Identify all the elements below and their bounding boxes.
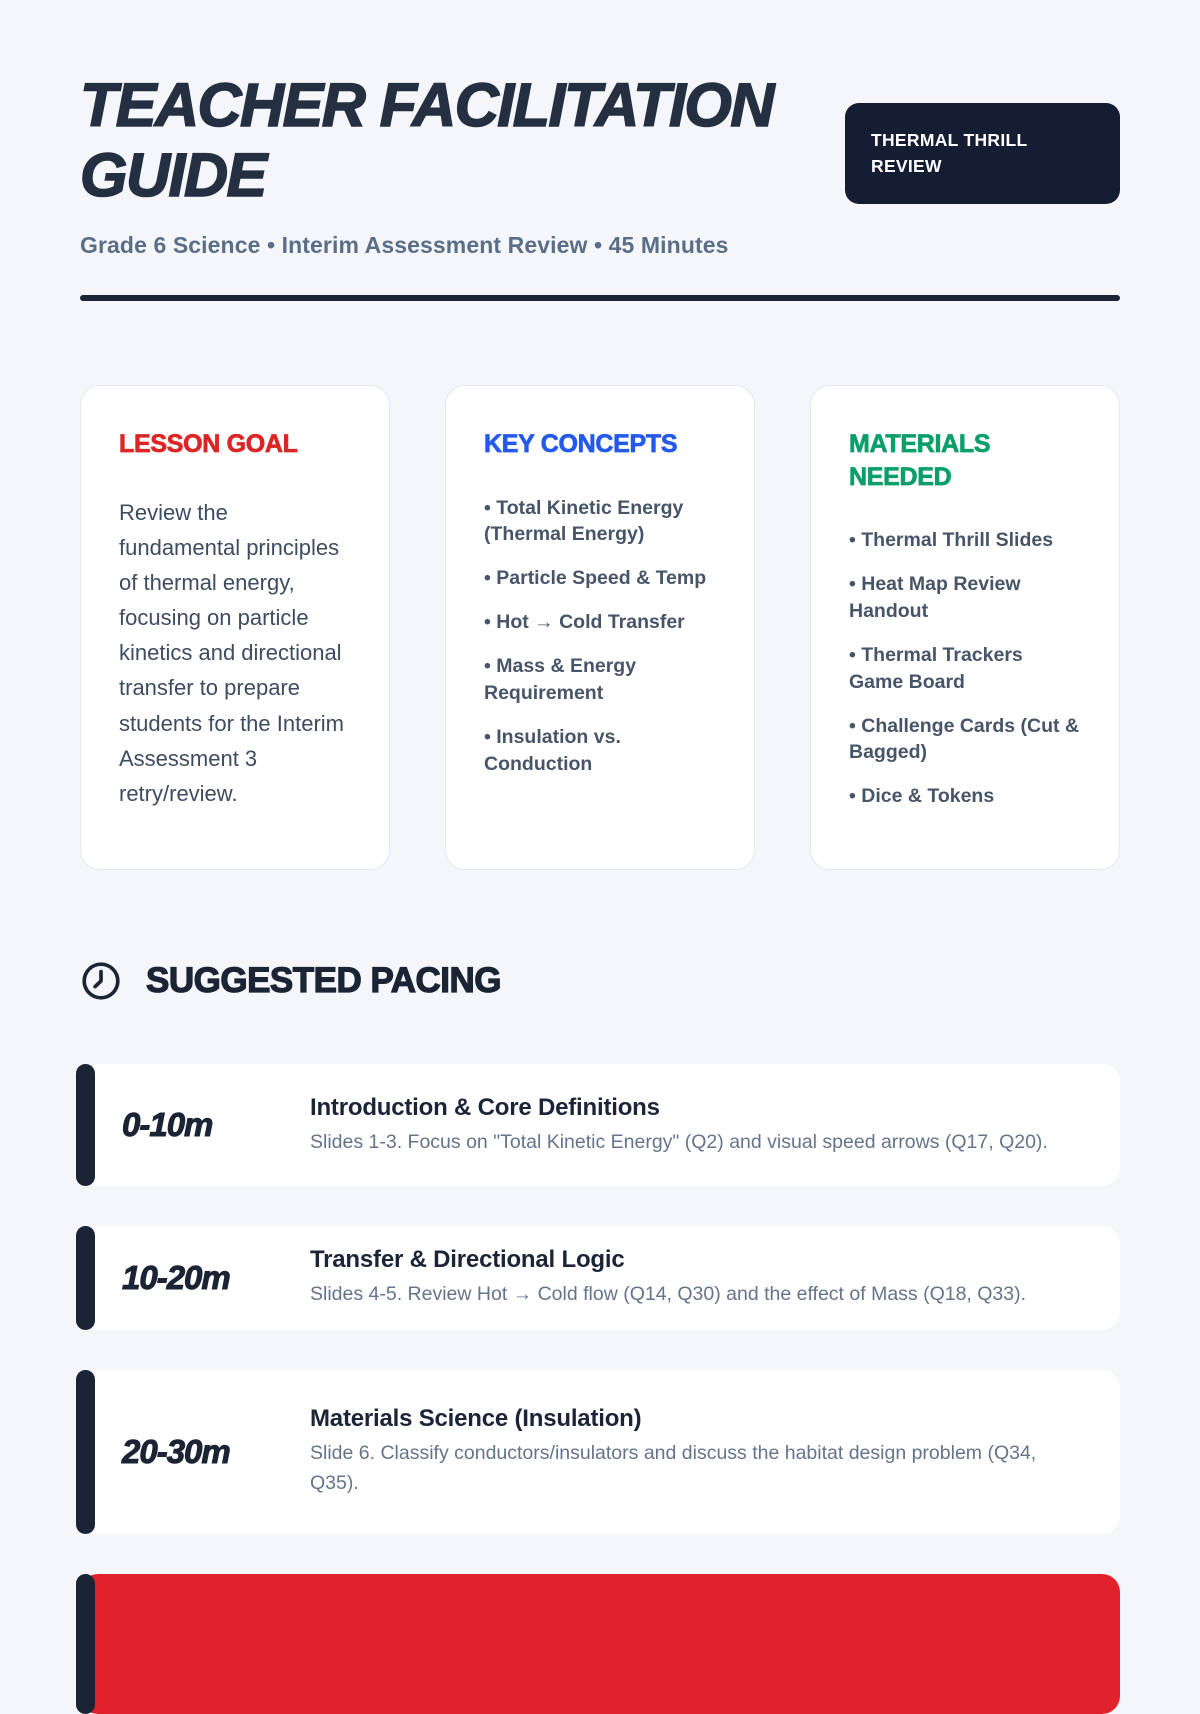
title-badge: THERMAL THRILL REVIEW (845, 103, 1120, 204)
pacing-time: 10-20m (122, 1258, 230, 1296)
card-materials-needed (810, 385, 1120, 870)
clock-icon (80, 960, 122, 1002)
lesson-goal-body: Review the fundamental principles of thermal energy, focusing on particle kinetics and directional transfer to prepare students for the Interim Assessment 3 retry/review. (119, 499, 344, 806)
pacing-content (310, 1246, 1080, 1309)
material-item: • Thermal Thrill Slides (849, 527, 1081, 554)
material-item: • Thermal Trackers Game Board (849, 642, 1081, 696)
key-concept-item: • Insulation vs. Conduction (484, 724, 716, 778)
pacing-title: Introduction & Core Definitions (310, 1093, 660, 1121)
lesson-goal-heading: LESSON GOAL (119, 430, 298, 458)
key-concept-item: • Particle Speed & Temp (484, 565, 716, 592)
info-cards (80, 385, 1120, 870)
page-title-line-1: TEACHER FACILITATION (80, 71, 773, 139)
pacing-title: Materials Science (Insulation) (310, 1405, 642, 1433)
material-item: • Challenge Cards (Cut & Bagged) (849, 713, 1081, 767)
pacing-heading: SUGGESTED PACING (146, 961, 502, 1001)
material-item: • Heat Map Review Handout (849, 571, 1081, 625)
pacing-desc: Slide 6. Classify conductors/insulators and discuss the habitat design problem (Q34, Q35). (310, 1442, 1037, 1494)
header (80, 70, 1120, 210)
pacing-time: 20-30m (122, 1432, 230, 1470)
pacing-item-partial (80, 1574, 1120, 1714)
pacing-list (80, 1064, 1120, 1713)
pacing-item (80, 1064, 1120, 1186)
pacing-item (80, 1370, 1120, 1534)
pacing-content (310, 1405, 1080, 1498)
material-item: • Dice & Tokens (849, 783, 1081, 810)
key-concept-item: • Mass & Energy Requirement (484, 653, 716, 707)
pacing-header (80, 960, 1120, 1002)
page-title (80, 70, 773, 210)
pacing-item (80, 1226, 1120, 1329)
key-concept-item: • Hot → Cold Transfer (484, 609, 716, 636)
key-concepts-heading: KEY CONCEPTS (484, 430, 678, 458)
card-lesson-goal (80, 385, 390, 870)
page-title-line-2: GUIDE (80, 141, 266, 209)
pacing-time: 0-10m (122, 1106, 213, 1144)
materials-needed-heading: MATERIALS NEEDED (849, 430, 991, 491)
subtitle: Grade 6 Science • Interim Assessment Review • 45 Minutes (80, 232, 729, 258)
pacing-desc: Slides 1-3. Focus on "Total Kinetic Energy" (Q2) and visual speed arrows (Q17, Q20). (310, 1130, 1048, 1153)
card-key-concepts (445, 385, 755, 870)
key-concept-item: • Total Kinetic Energy (Thermal Energy) (484, 495, 716, 549)
pacing-content (310, 1094, 1080, 1157)
pacing-title: Transfer & Directional Logic (310, 1246, 625, 1274)
header-divider (80, 295, 1120, 301)
pacing-desc: Slides 4-5. Review Hot → Cold flow (Q14, Q30) and the effect of Mass (Q18, Q33). (310, 1283, 1027, 1306)
